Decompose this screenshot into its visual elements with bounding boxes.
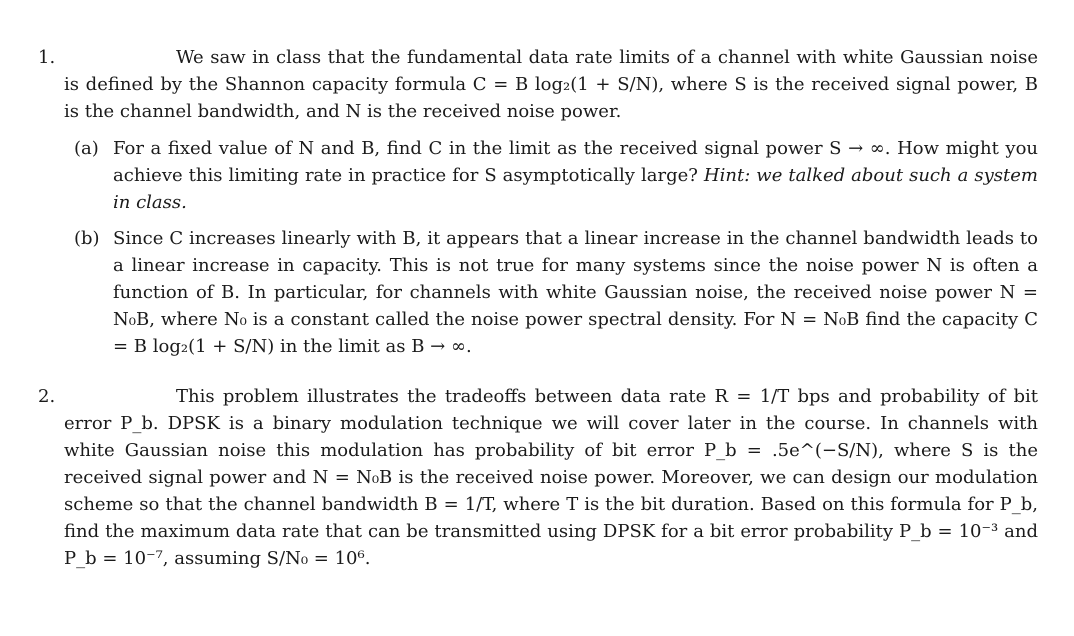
problem-1 <box>38 44 1038 369</box>
problem-number: 1. <box>38 47 56 68</box>
problem-statement: We saw in class that the fundamental data rate limits of a channel with white Gaussian noise is defined by the Shannon capacity formula C = B log₂(1 + S/N), where S is the received signal power, B is the channel bandwidth, and N is the received noise power. <box>64 47 1038 122</box>
problem-number: 2. <box>38 386 56 407</box>
part-a <box>38 135 1038 216</box>
part-label: (b) <box>74 228 100 249</box>
part-question: For a fixed value of N and B, find C in the limit as the received signal power S → ∞. How might you achieve this limiting rate in practice for S asymptotically large? <box>113 138 1038 186</box>
part-label: (a) <box>74 138 99 159</box>
problem-statement: This problem illustrates the tradeoffs between data rate R = 1/T bps and probability of bit error P_b. DPSK is a binary modulation technique we will cover later in the course. In channels with white Gaussian noise this modulation has probability of bit error P_b = .5e^(−S/N), where S is the received signal power and N = N₀B is the received noise power. Moreover, we can design our modulation scheme so that the channel bandwidth B = 1/T, where T is the bit duration. Based on this formula for P_b, find the maximum data rate that can be transmitted using DPSK for a bit error probability P_b = 10⁻³ and P_b = 10⁻⁷, assuming S/N₀ = 10⁶. <box>64 386 1038 569</box>
part-hint: Hint: we talked about such a system in class. <box>113 165 1038 213</box>
problem-parts <box>38 135 1038 360</box>
part-text: Since C increases linearly with B, it appears that a linear increase in the channel bandwidth leads to a linear increase in capacity. This is not true for many systems since the noise power N is often a function of B. In particular, for channels with white Gaussian noise, the received noise power N = N₀B, where N₀ is a constant called the noise power spectral density. For N = N₀B find the capacity C = B log₂(1 + S/N) in the limit as B → ∞. <box>113 228 1038 357</box>
part-b <box>38 225 1038 360</box>
part-text <box>113 135 1038 216</box>
problem-2 <box>38 383 1038 572</box>
